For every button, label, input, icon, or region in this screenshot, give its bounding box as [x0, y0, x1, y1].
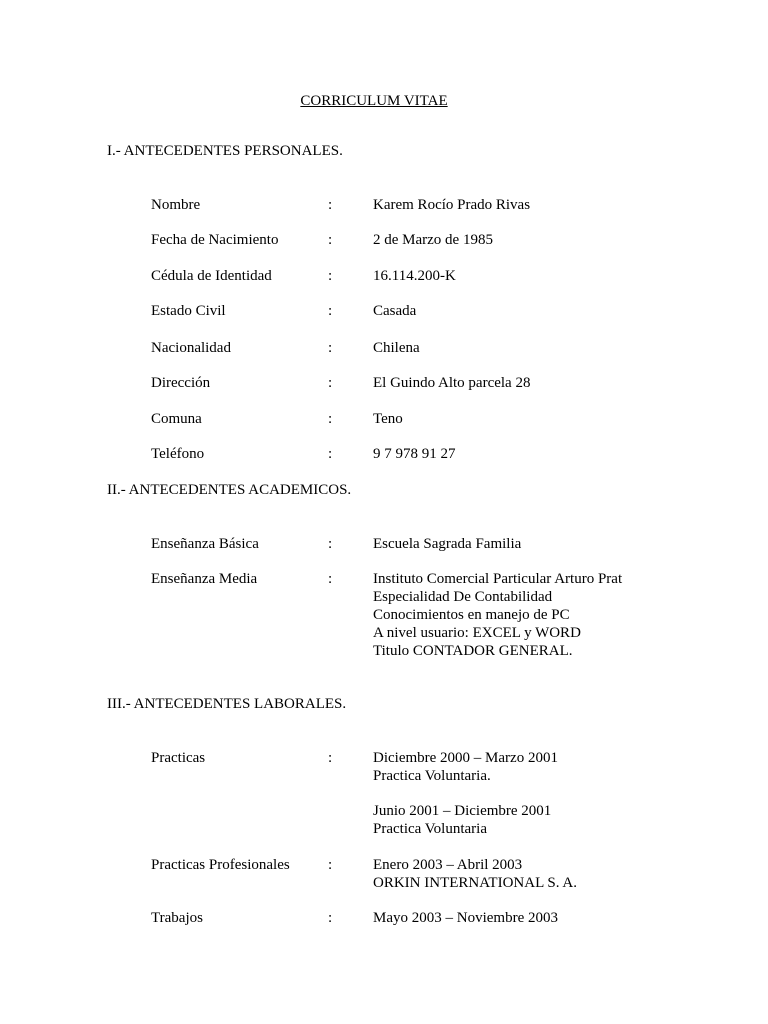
- field-separator: :: [328, 571, 333, 587]
- field-label: Trabajos: [151, 910, 203, 926]
- personal-row-marital-status: [0, 302, 768, 320]
- field-separator: :: [328, 375, 333, 391]
- field-label: Cédula de Identidad: [151, 268, 272, 284]
- personal-row-name: [0, 196, 768, 214]
- personal-row-phone: [0, 445, 768, 463]
- entry-period: Enero 2003 – Abril 2003: [373, 857, 523, 873]
- field-label: Teléfono: [151, 446, 205, 462]
- field-label: Enseñanza Media: [151, 571, 258, 587]
- field-value: Teno: [373, 411, 403, 427]
- field-separator: :: [328, 197, 333, 213]
- field-label: Nombre: [151, 197, 201, 213]
- field-separator: :: [328, 750, 333, 766]
- entry-period: Diciembre 2000 – Marzo 2001: [373, 750, 558, 766]
- academic-row-secondary-education: [0, 570, 768, 659]
- field-separator: :: [328, 411, 333, 427]
- work-row-internships: [0, 749, 768, 837]
- field-value: 9 7 978 91 27: [373, 446, 456, 462]
- entry-period: Junio 2001 – Diciembre 2001: [373, 803, 552, 819]
- field-label: Enseñanza Básica: [151, 536, 259, 552]
- field-value: 2 de Marzo de 1985: [373, 232, 493, 248]
- field-separator: :: [328, 536, 333, 552]
- section-heading-personal: I.- ANTECEDENTES PERSONALES.: [107, 143, 343, 159]
- entry-detail: Practica Voluntaria: [373, 821, 487, 837]
- field-value: Karem Rocío Prado Rivas: [373, 197, 531, 213]
- field-label: Nacionalidad: [151, 340, 231, 356]
- field-value: 16.114.200-K: [373, 268, 456, 284]
- entry-detail: ORKIN INTERNATIONAL S. A.: [373, 875, 578, 891]
- personal-row-commune: [0, 410, 768, 428]
- value-line: Especialidad De Contabilidad: [373, 589, 553, 605]
- personal-row-nationality: [0, 339, 768, 357]
- section-heading-work: III.- ANTECEDENTES LABORALES.: [107, 696, 347, 712]
- field-label: Comuna: [151, 411, 202, 427]
- academic-row-basic-education: [0, 535, 768, 553]
- field-value: El Guindo Alto parcela 28: [373, 375, 531, 391]
- field-separator: :: [328, 340, 333, 356]
- field-separator: :: [328, 857, 333, 873]
- field-label: Estado Civil: [151, 303, 226, 319]
- work-row-professional-internships: [0, 856, 768, 891]
- personal-row-birthdate: [0, 231, 768, 249]
- value-line: Instituto Comercial Particular Arturo Prat: [373, 571, 623, 587]
- value-line: A nivel usuario: EXCEL y WORD: [373, 625, 581, 641]
- personal-row-address: [0, 374, 768, 392]
- field-value: Chilena: [373, 340, 420, 356]
- field-value: Casada: [373, 303, 417, 319]
- field-separator: :: [328, 268, 333, 284]
- section-heading-academic: II.- ANTECEDENTES ACADEMICOS.: [107, 482, 352, 498]
- field-label: Dirección: [151, 375, 211, 391]
- value-line: Conocimientos en manejo de PC: [373, 607, 570, 623]
- field-separator: :: [328, 446, 333, 462]
- personal-row-id-number: [0, 267, 768, 285]
- field-separator: :: [328, 910, 333, 926]
- entry-detail: Practica Voluntaria.: [373, 768, 491, 784]
- document-title: CORRICULUM VITAE: [300, 93, 448, 109]
- field-label: Fecha de Nacimiento: [151, 232, 279, 248]
- value-line: Escuela Sagrada Familia: [373, 536, 522, 552]
- work-row-jobs: [0, 909, 768, 927]
- field-separator: :: [328, 303, 333, 319]
- field-label: Practicas Profesionales: [151, 857, 290, 873]
- entry-period: Mayo 2003 – Noviembre 2003: [373, 910, 558, 926]
- value-line: Titulo CONTADOR GENERAL.: [373, 643, 573, 659]
- field-separator: :: [328, 232, 333, 248]
- field-label: Practicas: [151, 750, 206, 766]
